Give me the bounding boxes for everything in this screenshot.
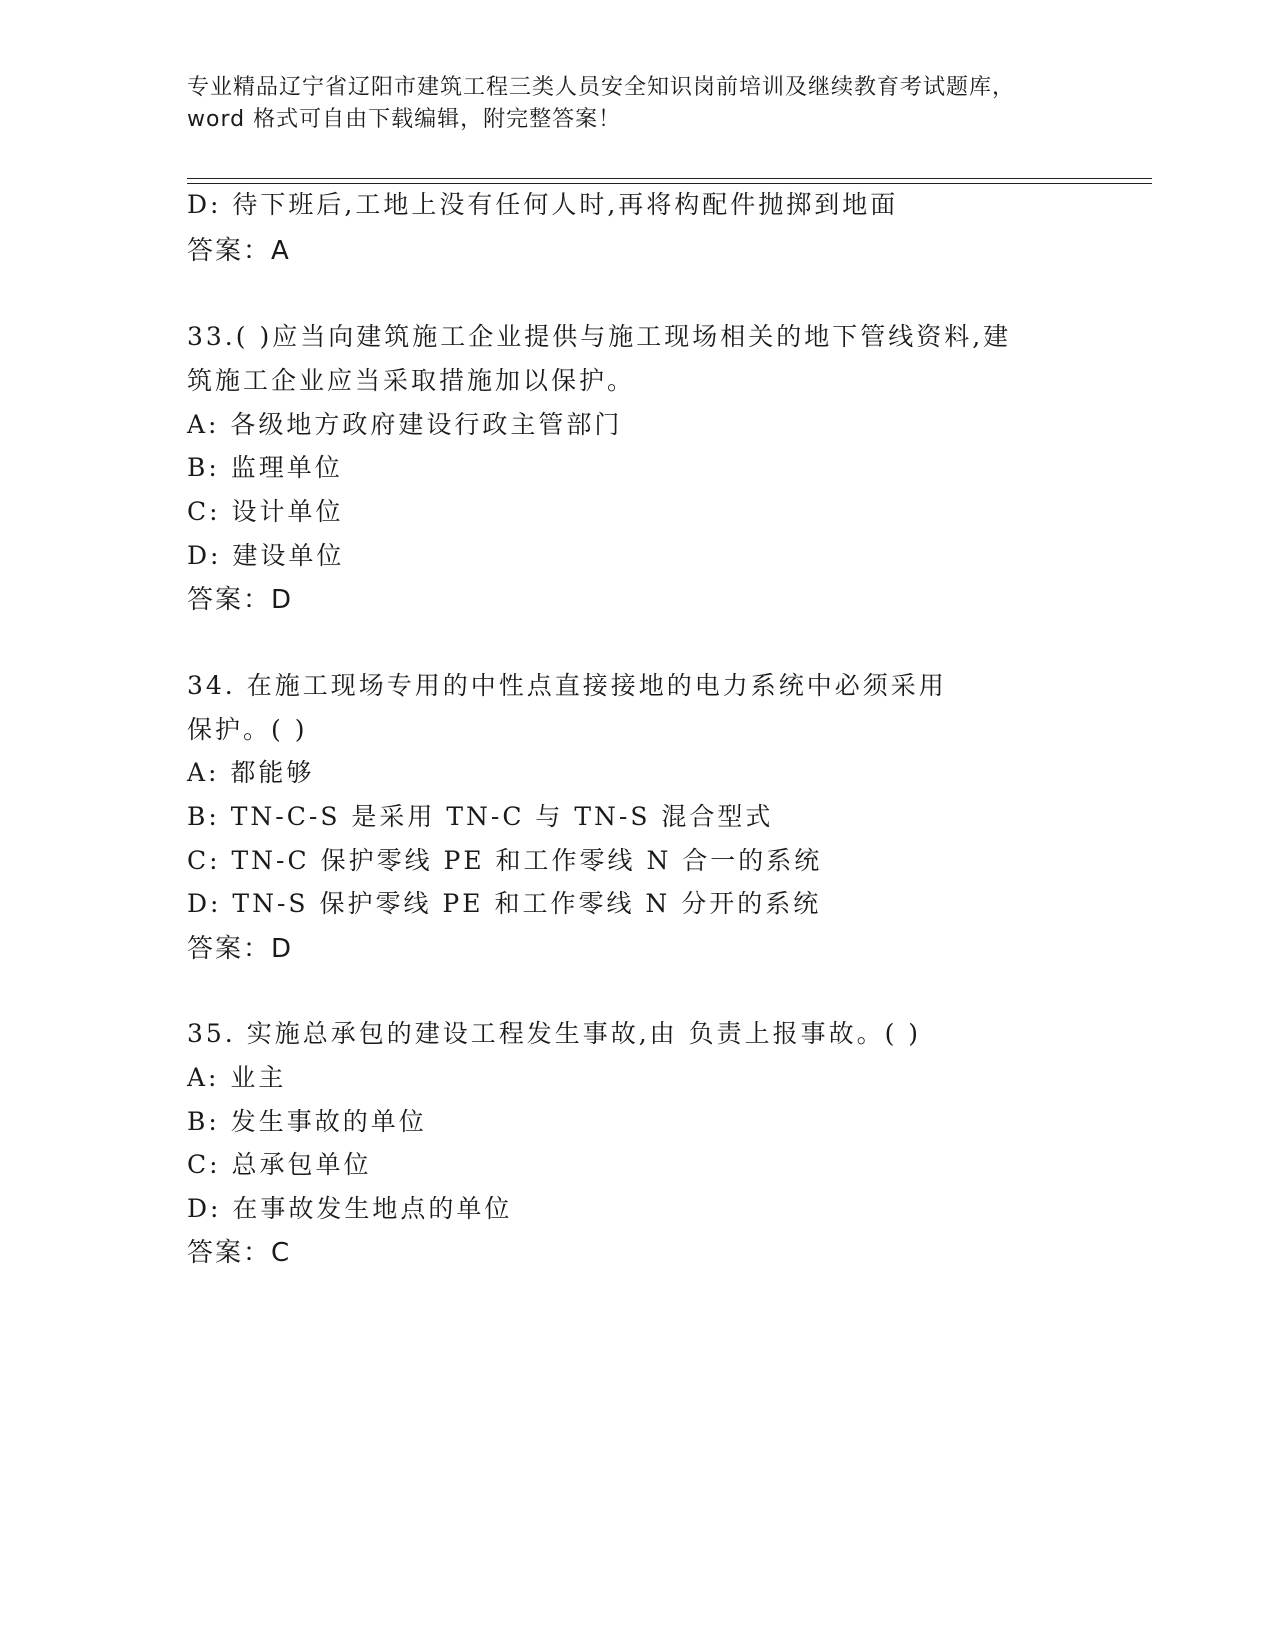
q35-option-d: D: 在事故发生地点的单位: [187, 1194, 513, 1223]
q35-option-c: C: 总承包单位: [187, 1150, 372, 1179]
q34-option-c: C: TN-C 保护零线 PE 和工作零线 N 合一的系统: [187, 846, 823, 875]
header-line-2: word 格式可自由下载编辑，附完整答案！: [187, 107, 622, 132]
q35-option-a: A: 业主: [187, 1063, 287, 1092]
q35-stem-line-1: 35. 实施总承包的建设工程发生事故,由 负责上报事故。( ): [187, 1019, 922, 1048]
header-divider-secondary: [187, 183, 1152, 184]
header-divider: [187, 178, 1152, 179]
q33-answer: 答案：D: [187, 585, 294, 615]
q34-option-d: D: TN-S 保护零线 PE 和工作零线 N 分开的系统: [187, 889, 822, 918]
header-line-1: 专业精品辽宁省辽阳市建筑工程三类人员安全知识岗前培训及继续教育考试题库，: [187, 75, 1016, 100]
q34-stem-line-1: 34. 在施工现场专用的中性点直接接地的电力系统中必须采用: [187, 671, 947, 700]
page-header: [187, 72, 1087, 136]
q35-answer: 答案：C: [187, 1238, 292, 1268]
prev-option-d: D: 待下班后,工地上没有任何人时,再将构配件抛掷到地面: [187, 190, 899, 219]
q34-answer: 答案：D: [187, 934, 294, 964]
q35-option-b: B: 发生事故的单位: [187, 1107, 427, 1136]
q33-stem-line-1: 33.( )应当向建筑施工企业提供与施工现场相关的地下管线资料,建: [187, 322, 1012, 351]
q33-option-c: C: 设计单位: [187, 497, 344, 526]
q34-option-b: B: TN-C-S 是采用 TN-C 与 TN-S 混合型式: [187, 802, 774, 831]
q33-option-a: A: 各级地方政府建设行政主管部门: [187, 410, 623, 439]
q34-stem-line-2: 保护。( ): [187, 715, 308, 744]
q33-stem-line-2: 筑施工企业应当采取措施加以保护。: [187, 366, 636, 395]
q33-option-d: D: 建设单位: [187, 541, 345, 570]
q34-option-a: A: 都能够: [187, 758, 315, 787]
prev-answer: 答案：A: [187, 236, 291, 266]
q33-option-b: B: 监理单位: [187, 453, 343, 482]
